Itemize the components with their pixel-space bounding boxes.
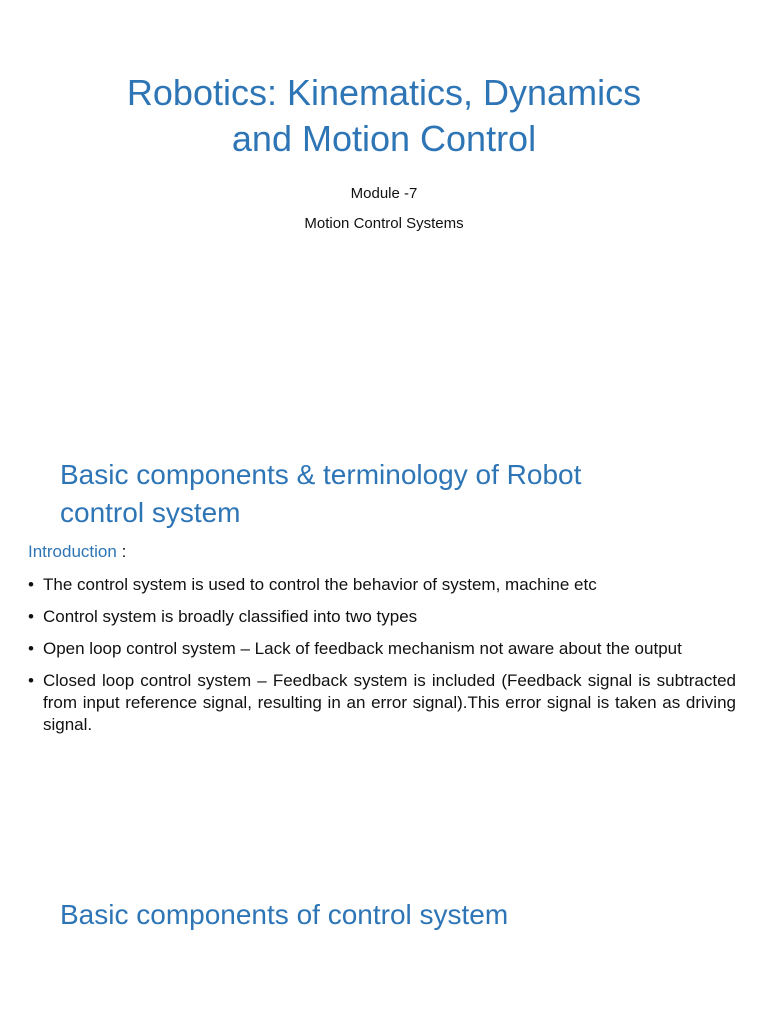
bullet-text: Open loop control system – Lack of feedback mechanism not aware about the output bbox=[43, 639, 682, 658]
list-item bbox=[28, 606, 736, 628]
bullet-text: The control system is used to control the behavior of system, machine etc bbox=[43, 575, 597, 594]
title-line-1: Robotics: Kinematics, Dynamics bbox=[126, 72, 642, 113]
intro-line bbox=[28, 542, 126, 562]
slide-introduction bbox=[0, 440, 768, 840]
module-title: Motion Control Systems bbox=[304, 215, 464, 232]
bullet-list bbox=[28, 574, 736, 746]
intro-colon: : bbox=[116, 542, 127, 561]
module-number: Module -7 bbox=[350, 185, 418, 202]
slide-title bbox=[0, 0, 768, 420]
slide-heading bbox=[60, 456, 720, 532]
list-item bbox=[28, 574, 736, 596]
intro-label: Introduction bbox=[28, 542, 117, 561]
bullet-icon: • bbox=[28, 639, 34, 658]
heading-line-2: control system bbox=[60, 497, 241, 528]
slide-heading: Basic components of control system bbox=[60, 899, 509, 930]
bullet-icon: • bbox=[28, 575, 34, 594]
presentation-title bbox=[0, 70, 768, 162]
bullet-icon: • bbox=[28, 607, 34, 626]
heading-line-1: Basic components & terminology of Robot bbox=[60, 459, 582, 490]
slide-components bbox=[0, 860, 768, 1024]
title-line-2: and Motion Control bbox=[231, 118, 537, 159]
list-item bbox=[28, 670, 736, 736]
bullet-icon: • bbox=[28, 671, 34, 690]
bullet-text: Closed loop control system – Feedback system is included (Feedback signal is subtracted from input reference signal, resulting in an error signal).This error signal is taken as driving signal. bbox=[43, 671, 736, 734]
bullet-text: Control system is broadly classified into two types bbox=[43, 607, 418, 626]
list-item bbox=[28, 638, 736, 660]
